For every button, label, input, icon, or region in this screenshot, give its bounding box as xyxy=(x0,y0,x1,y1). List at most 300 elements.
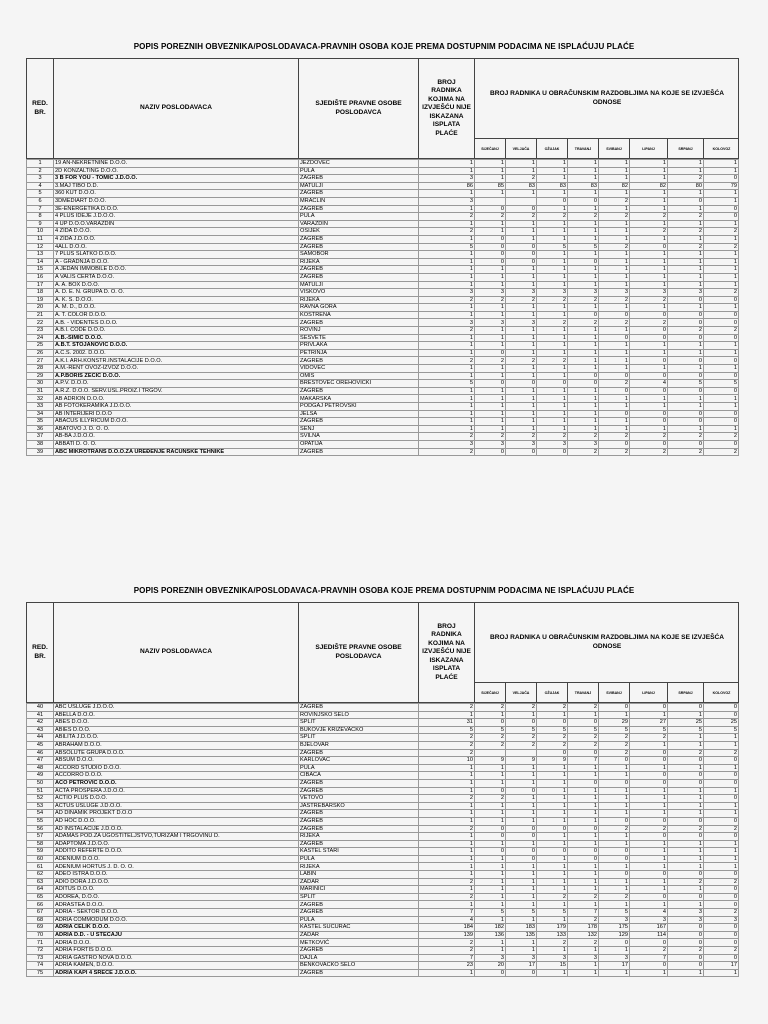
apr-cell: 1 xyxy=(568,395,599,403)
aug-cell: 0 xyxy=(704,296,739,304)
jan-cell xyxy=(475,749,506,757)
jan-cell: 1 xyxy=(475,817,506,825)
mar-cell: 1 xyxy=(537,418,568,426)
seat-cell: PULA xyxy=(299,167,419,175)
red-br-cell: 60 xyxy=(27,855,54,863)
aug-cell: 0 xyxy=(704,334,739,342)
table-row xyxy=(27,304,739,312)
jun-cell: 0 xyxy=(630,243,668,251)
col-month-4: TRAVANJ xyxy=(568,683,599,703)
apr-cell: 2 xyxy=(568,296,599,304)
may-cell: 0 xyxy=(599,410,630,418)
jul-cell: 0 xyxy=(668,418,704,426)
total-cell: 1 xyxy=(419,886,475,894)
table-row xyxy=(27,334,739,342)
seat-cell: JELSA xyxy=(299,410,419,418)
jul-cell: 0 xyxy=(668,833,704,841)
apr-cell: 1 xyxy=(568,772,599,780)
mar-cell: 0 xyxy=(537,719,568,727)
jan-cell: 0 xyxy=(475,380,506,388)
mar-cell: 2 xyxy=(537,357,568,365)
jul-cell: 1 xyxy=(668,810,704,818)
jun-cell: 0 xyxy=(630,779,668,787)
feb-cell: 1 xyxy=(506,772,537,780)
aug-cell: 0 xyxy=(704,711,739,719)
total-cell: 1 xyxy=(419,711,475,719)
employer-name-cell: ACTIO PLUS D.O.O. xyxy=(54,795,299,803)
seat-cell: PULA xyxy=(299,916,419,924)
table-row xyxy=(27,779,739,787)
jun-cell: 0 xyxy=(630,327,668,335)
table-row xyxy=(27,886,739,894)
table-row xyxy=(27,243,739,251)
jan-cell: 2 xyxy=(475,704,506,712)
feb-cell: 0 xyxy=(506,380,537,388)
total-cell: 1 xyxy=(419,764,475,772)
jun-cell: 2 xyxy=(630,228,668,236)
feb-cell: 2 xyxy=(506,741,537,749)
seat-cell: OSIJEK xyxy=(299,228,419,236)
jul-cell: 1 xyxy=(668,160,704,168)
aug-cell: 0 xyxy=(704,795,739,803)
feb-cell: 1 xyxy=(506,403,537,411)
table-row xyxy=(27,372,739,380)
table-row xyxy=(27,795,739,803)
mar-cell: 1 xyxy=(537,228,568,236)
jun-cell: 1 xyxy=(630,342,668,350)
employer-name-cell: A. K. S. D.O.O. xyxy=(54,296,299,304)
table-row xyxy=(27,448,739,456)
apr-cell: 3 xyxy=(568,289,599,297)
may-cell: 2 xyxy=(599,296,630,304)
seat-cell: DAJLA xyxy=(299,954,419,962)
red-br-cell: 53 xyxy=(27,802,54,810)
jan-cell: 1 xyxy=(475,311,506,319)
aug-cell: 0 xyxy=(704,886,739,894)
feb-cell: 0 xyxy=(506,855,537,863)
jun-cell: 1 xyxy=(630,711,668,719)
total-cell: 2 xyxy=(419,296,475,304)
aug-cell: 0 xyxy=(704,931,739,939)
apr-cell: 3 xyxy=(568,440,599,448)
table-row xyxy=(27,235,739,243)
jun-cell: 1 xyxy=(630,205,668,213)
table-row xyxy=(27,387,739,395)
jan-cell: 1 xyxy=(475,711,506,719)
may-cell: 0 xyxy=(599,939,630,947)
mar-cell: 1 xyxy=(537,205,568,213)
apr-cell: 7 xyxy=(568,757,599,765)
employer-name-cell: AD HOC D.O.O. xyxy=(54,817,299,825)
mar-cell: 1 xyxy=(537,266,568,274)
apr-cell: 1 xyxy=(568,810,599,818)
total-cell: 86 xyxy=(419,182,475,190)
jun-cell: 0 xyxy=(630,311,668,319)
apr-cell: 1 xyxy=(568,962,599,970)
jul-cell: 1 xyxy=(668,258,704,266)
mar-cell: 1 xyxy=(537,871,568,879)
red-br-cell: 58 xyxy=(27,840,54,848)
total-cell: 1 xyxy=(419,395,475,403)
jul-cell: 0 xyxy=(668,387,704,395)
apr-cell: 1 xyxy=(568,175,599,183)
jan-cell: 1 xyxy=(475,878,506,886)
employer-name-cell: ADENIUM HORTUS J. D. O. O. xyxy=(54,863,299,871)
aug-cell: 1 xyxy=(704,848,739,856)
may-cell: 1 xyxy=(599,251,630,259)
aug-cell: 0 xyxy=(704,319,739,327)
may-cell: 17 xyxy=(599,962,630,970)
jul-cell: 1 xyxy=(668,863,704,871)
seat-cell: MRACLIN xyxy=(299,197,419,205)
jun-cell: 1 xyxy=(630,220,668,228)
employer-name-cell: ADAPTOMA J.D.O.O. xyxy=(54,840,299,848)
col-month-4: TRAVANJ xyxy=(568,139,599,159)
total-cell: 4 xyxy=(419,916,475,924)
aug-cell: 1 xyxy=(704,395,739,403)
may-cell: 0 xyxy=(599,311,630,319)
aug-cell: 1 xyxy=(704,251,739,259)
jun-cell: 0 xyxy=(630,410,668,418)
feb-cell: 1 xyxy=(506,190,537,198)
apr-cell: 1 xyxy=(568,327,599,335)
red-br-cell: 39 xyxy=(27,448,54,456)
total-cell: 2 xyxy=(419,357,475,365)
apr-cell: 1 xyxy=(568,863,599,871)
red-br-cell: 63 xyxy=(27,878,54,886)
feb-cell: 0 xyxy=(506,251,537,259)
aug-cell: 1 xyxy=(704,342,739,350)
feb-cell: 3 xyxy=(506,440,537,448)
jul-cell: 1 xyxy=(668,167,704,175)
jun-cell: 1 xyxy=(630,802,668,810)
red-br-cell: 10 xyxy=(27,228,54,236)
feb-cell: 2 xyxy=(506,175,537,183)
apr-cell: 1 xyxy=(568,817,599,825)
jul-cell: 0 xyxy=(668,939,704,947)
seat-cell: ZAGREB xyxy=(299,357,419,365)
jun-cell: 1 xyxy=(630,197,668,205)
jan-cell: 3 xyxy=(475,289,506,297)
employer-name-cell: ABACUS ILLYRICUM D.O.O. xyxy=(54,418,299,426)
feb-cell: 135 xyxy=(506,931,537,939)
aug-cell: 17 xyxy=(704,962,739,970)
seat-cell: ZAGREB xyxy=(299,810,419,818)
table-row xyxy=(27,418,739,426)
col-month-8: KOLOVOZ xyxy=(712,147,731,151)
jun-cell: 1 xyxy=(630,969,668,977)
apr-cell: 3 xyxy=(568,954,599,962)
apr-cell: 0 xyxy=(568,311,599,319)
employer-name-cell: 4 ZIDA D.O.O. xyxy=(54,228,299,236)
may-cell: 1 xyxy=(599,258,630,266)
table-row xyxy=(27,734,739,742)
table-row xyxy=(27,197,739,205)
seat-cell: ZAGREB xyxy=(299,825,419,833)
employer-name-cell: ACTUS USLUGE J.D.O.O. xyxy=(54,802,299,810)
red-br-cell: 65 xyxy=(27,893,54,901)
may-cell: 1 xyxy=(599,365,630,373)
total-cell: 184 xyxy=(419,924,475,932)
mar-cell: 1 xyxy=(537,886,568,894)
feb-cell: 1 xyxy=(506,817,537,825)
total-cell: 2 xyxy=(419,433,475,441)
total-cell: 1 xyxy=(419,220,475,228)
red-br-cell: 67 xyxy=(27,909,54,917)
feb-cell: 2 xyxy=(506,704,537,712)
jan-cell: 1 xyxy=(475,160,506,168)
aug-cell: 0 xyxy=(704,954,739,962)
table-row xyxy=(27,833,739,841)
jun-cell: 2 xyxy=(630,448,668,456)
mar-cell: 2 xyxy=(537,296,568,304)
total-cell: 1 xyxy=(419,311,475,319)
jun-cell: 0 xyxy=(630,893,668,901)
seat-cell: RIJEKA xyxy=(299,863,419,871)
table-row xyxy=(27,924,739,932)
red-br-cell: 27 xyxy=(27,357,54,365)
red-br-cell: 18 xyxy=(27,289,54,297)
employer-name-cell: 4ALL D.O.O. xyxy=(54,243,299,251)
table-row xyxy=(27,319,739,327)
table-row xyxy=(27,167,739,175)
seat-cell: KOSTRENA xyxy=(299,311,419,319)
apr-cell: 132 xyxy=(568,931,599,939)
feb-cell: 1 xyxy=(506,395,537,403)
sheet-1 xyxy=(26,58,739,456)
feb-cell: 0 xyxy=(506,833,537,841)
apr-cell: 1 xyxy=(568,840,599,848)
may-cell: 2 xyxy=(599,213,630,221)
aug-cell: 1 xyxy=(704,167,739,175)
mar-cell: 5 xyxy=(537,909,568,917)
feb-cell: 0 xyxy=(506,205,537,213)
total-cell: 1 xyxy=(419,258,475,266)
may-cell: 2 xyxy=(599,749,630,757)
seat-cell: ZAGREB xyxy=(299,969,419,977)
jun-cell: 0 xyxy=(630,757,668,765)
feb-cell: 3 xyxy=(506,289,537,297)
red-br-cell: 41 xyxy=(27,711,54,719)
seat-cell: ZAGREB xyxy=(299,266,419,274)
mar-cell: 2 xyxy=(537,893,568,901)
jun-cell: 1 xyxy=(630,425,668,433)
jan-cell: 1 xyxy=(475,418,506,426)
jun-cell: 0 xyxy=(630,817,668,825)
jan-cell: 1 xyxy=(475,167,506,175)
seat-cell: ZAGREB xyxy=(299,319,419,327)
jul-cell: 1 xyxy=(668,711,704,719)
jun-cell: 0 xyxy=(630,440,668,448)
red-br-cell: 7 xyxy=(27,205,54,213)
employer-name-cell: 7 PLUS SLATKO D.O.O. xyxy=(54,251,299,259)
jan-cell: 2 xyxy=(475,795,506,803)
may-cell: 1 xyxy=(599,273,630,281)
jul-cell: 0 xyxy=(668,334,704,342)
apr-cell: 0 xyxy=(568,719,599,727)
aug-cell: 1 xyxy=(704,304,739,312)
table-row xyxy=(27,719,739,727)
red-br-cell: 42 xyxy=(27,719,54,727)
total-cell: 1 xyxy=(419,167,475,175)
jun-cell: 2 xyxy=(630,947,668,955)
aug-cell: 5 xyxy=(704,726,739,734)
total-cell: 3 xyxy=(419,319,475,327)
feb-cell: 0 xyxy=(506,969,537,977)
seat-cell: PULA xyxy=(299,855,419,863)
jan-cell: 1 xyxy=(475,939,506,947)
mar-cell: 1 xyxy=(537,387,568,395)
apr-cell: 2 xyxy=(568,433,599,441)
jul-cell: 0 xyxy=(668,410,704,418)
total-cell: 5 xyxy=(419,243,475,251)
jul-cell: 1 xyxy=(668,395,704,403)
jan-cell: 0 xyxy=(475,848,506,856)
col-broj: BROJ RADNIKA KOJIMA NA IZVJEŠĆU NIJE ISKAZANA ISPLATA PLAĆE xyxy=(419,59,475,158)
jan-cell: 5 xyxy=(475,909,506,917)
mar-cell: 1 xyxy=(537,342,568,350)
total-cell: 1 xyxy=(419,403,475,411)
table-row xyxy=(27,871,739,879)
jul-cell: 3 xyxy=(668,916,704,924)
may-cell: 1 xyxy=(599,833,630,841)
total-cell: 3 xyxy=(419,175,475,183)
seat-cell: JASTREBARSKO xyxy=(299,802,419,810)
aug-cell: 0 xyxy=(704,387,739,395)
apr-cell: 1 xyxy=(568,160,599,168)
seat-cell: KARLOVAC xyxy=(299,757,419,765)
mar-cell: 1 xyxy=(537,235,568,243)
red-br-cell: 47 xyxy=(27,757,54,765)
red-br-cell: 72 xyxy=(27,947,54,955)
red-br-cell: 35 xyxy=(27,418,54,426)
apr-cell: 0 xyxy=(568,848,599,856)
aug-cell: 2 xyxy=(704,825,739,833)
jul-cell: 2 xyxy=(668,749,704,757)
total-cell: 2 xyxy=(419,734,475,742)
total-cell: 1 xyxy=(419,969,475,977)
aug-cell: 0 xyxy=(704,213,739,221)
jun-cell: 1 xyxy=(630,304,668,312)
jun-cell: 2 xyxy=(630,825,668,833)
total-cell: 1 xyxy=(419,863,475,871)
apr-cell: 1 xyxy=(568,795,599,803)
aug-cell: 0 xyxy=(704,357,739,365)
jun-cell: 1 xyxy=(630,855,668,863)
employer-name-cell: ABSUM D.O.O. xyxy=(54,757,299,765)
aug-cell: 1 xyxy=(704,160,739,168)
red-br-cell: 55 xyxy=(27,817,54,825)
red-br-cell: 26 xyxy=(27,349,54,357)
aug-cell: 5 xyxy=(704,380,739,388)
jul-cell: 2 xyxy=(668,175,704,183)
seat-cell: BUKOVJE KRIŽEVAČKO xyxy=(299,726,419,734)
total-cell: 1 xyxy=(419,848,475,856)
employer-name-cell: ADRIA D.O.O. xyxy=(54,939,299,947)
aug-cell: 0 xyxy=(704,372,739,380)
employer-name-cell: 4 UP D.O.O.VARAŽDIN xyxy=(54,220,299,228)
total-cell: 1 xyxy=(419,266,475,274)
may-cell: 0 xyxy=(599,704,630,712)
table-row xyxy=(27,802,739,810)
feb-cell: 1 xyxy=(506,387,537,395)
aug-cell: 1 xyxy=(704,802,739,810)
red-br-cell: 3 xyxy=(27,175,54,183)
jul-cell: 1 xyxy=(668,349,704,357)
may-cell: 1 xyxy=(599,304,630,312)
apr-cell: 1 xyxy=(568,273,599,281)
feb-cell: 1 xyxy=(506,863,537,871)
mar-cell: 3 xyxy=(537,289,568,297)
total-cell: 2 xyxy=(419,878,475,886)
total-cell: 3 xyxy=(419,197,475,205)
jul-cell: 1 xyxy=(668,403,704,411)
apr-cell: 2 xyxy=(568,448,599,456)
aug-cell: 0 xyxy=(704,311,739,319)
apr-cell: 1 xyxy=(568,266,599,274)
table-row xyxy=(27,205,739,213)
seat-cell: ZAGREB xyxy=(299,418,419,426)
total-cell: 1 xyxy=(419,251,475,259)
red-br-cell: 50 xyxy=(27,779,54,787)
red-br-cell: 36 xyxy=(27,425,54,433)
mar-cell: 1 xyxy=(537,190,568,198)
feb-cell: 1 xyxy=(506,947,537,955)
aug-cell: 1 xyxy=(704,741,739,749)
jun-cell: 27 xyxy=(630,719,668,727)
jan-cell: 3 xyxy=(475,954,506,962)
total-cell: 1 xyxy=(419,833,475,841)
may-cell: 2 xyxy=(599,734,630,742)
col-month-7: SRPANJ xyxy=(668,139,704,159)
feb-cell: 2 xyxy=(506,734,537,742)
table-row xyxy=(27,403,739,411)
total-cell: 1 xyxy=(419,410,475,418)
apr-cell: 5 xyxy=(568,243,599,251)
may-cell: 1 xyxy=(599,840,630,848)
mar-cell: 1 xyxy=(537,365,568,373)
feb-cell: 1 xyxy=(506,266,537,274)
may-cell: 0 xyxy=(599,779,630,787)
aug-cell: 79 xyxy=(704,182,739,190)
red-br-cell: 38 xyxy=(27,440,54,448)
apr-cell: 0 xyxy=(568,197,599,205)
employer-name-cell: AB-BA J.D.O.O. xyxy=(54,433,299,441)
jul-cell: 1 xyxy=(668,840,704,848)
aug-cell: 1 xyxy=(704,863,739,871)
jul-cell: 1 xyxy=(668,304,704,312)
total-cell: 1 xyxy=(419,855,475,863)
may-cell: 82 xyxy=(599,182,630,190)
jul-cell: 1 xyxy=(668,205,704,213)
jul-cell: 1 xyxy=(668,273,704,281)
may-cell: 1 xyxy=(599,349,630,357)
total-cell: 1 xyxy=(419,365,475,373)
seat-cell: RIJEKA xyxy=(299,296,419,304)
jun-cell: 0 xyxy=(630,939,668,947)
employer-name-cell: 4 PLUS IDEJE J.D.O.O. xyxy=(54,213,299,221)
red-br-cell: 37 xyxy=(27,433,54,441)
table-row xyxy=(27,764,739,772)
may-cell: 5 xyxy=(599,726,630,734)
employer-name-cell: A.P.V. D.O.O. xyxy=(54,380,299,388)
red-br-cell: 54 xyxy=(27,810,54,818)
jan-cell: 2 xyxy=(475,734,506,742)
aug-cell: 0 xyxy=(704,205,739,213)
total-cell: 2 xyxy=(419,228,475,236)
jul-cell: 2 xyxy=(668,243,704,251)
red-br-cell: 33 xyxy=(27,403,54,411)
